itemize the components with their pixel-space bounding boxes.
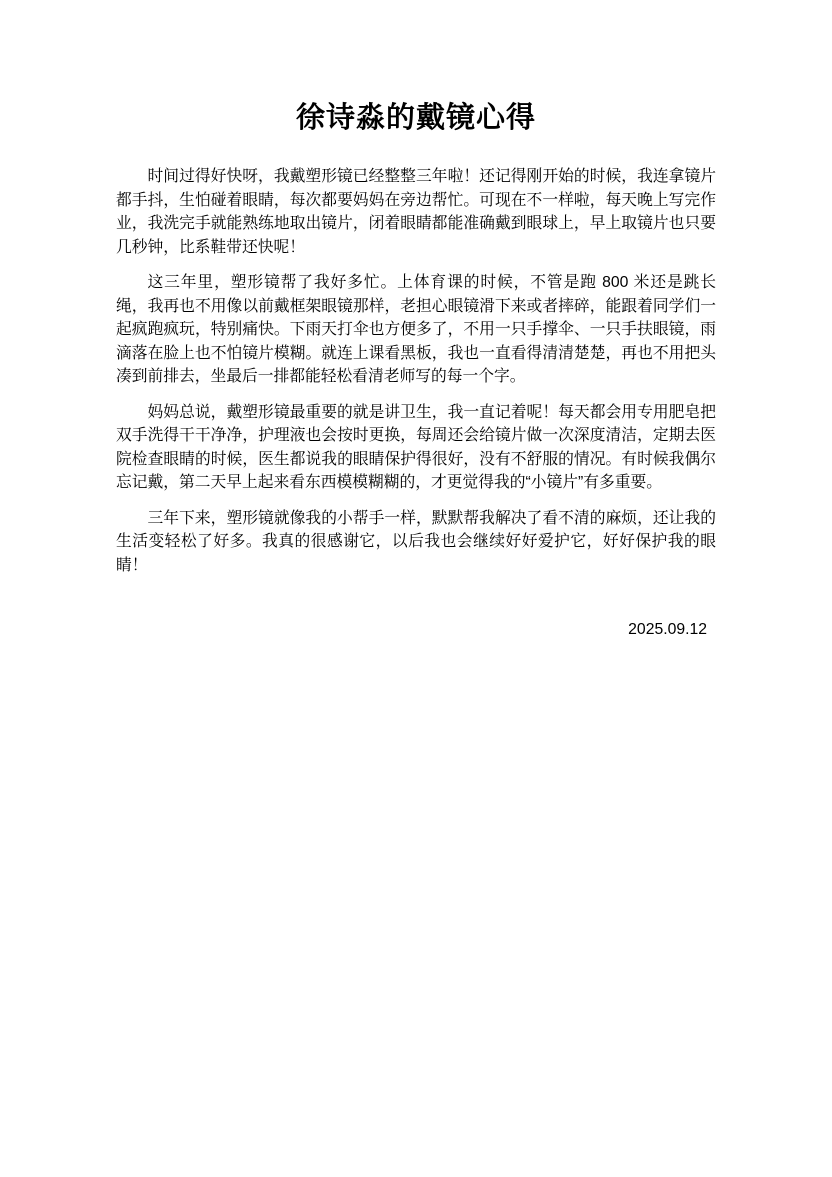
paragraph: 时间过得好快呀，我戴塑形镜已经整整三年啦！还记得刚开始的时候，我连拿镜片都手抖，生怕碰着眼睛，每次都要妈妈在旁边帮忙。可现在不一样啦，每天晚上写完作业，我洗完手就能熟练地取出镜片，闭着眼睛都能准确戴到眼球上，早上取镜片也只要几秒钟，比系鞋带还快呢！ [116, 168, 716, 256]
paragraph: 这三年里，塑形镜帮了我好多忙。上体育课的时候，不管是跑 800 米还是跳长绳，我再也不用像以前戴框架眼镜那样，老担心眼镜滑下来或者摔碎，能跟着同学们一起疯跑疯玩，特别痛快。下雨天打伞也方便多了，不用一只手撑伞、一只手扶眼镜，雨滴落在脸上也不怕镜片模糊。就连上课看黑板，我也一直看得清清楚楚，再也不用把头凑到前排去，坐最后一排都能轻松看清老师写的每一个字。 [116, 274, 716, 385]
paragraph: 三年下来，塑形镜就像我的小帮手一样，默默帮我解决了看不清的麻烦，还让我的生活变轻松了好多。我真的很感谢它，以后我也会继续好好爱护它，好好保护我的眼睛！ [116, 509, 716, 574]
date-text: 2025.09.12 [628, 621, 707, 638]
document-content [116, 0, 716, 642]
paragraph: 妈妈总说，戴塑形镜最重要的就是讲卫生，我一直记着呢！每天都会用专用肥皂把双手洗得干干净净，护理液也会按时更换，每周还会给镜片做一次深度清洁，定期去医院检查眼睛的时候，医生都说我的眼睛保护得很好，没有不舒服的情况。有时候我偶尔忘记戴，第二天早上起来看东西模模糊糊的，才更觉得我的“小镜片”有多重要。 [116, 403, 716, 491]
page-title: 徐诗淼的戴镜心得 [295, 102, 536, 134]
